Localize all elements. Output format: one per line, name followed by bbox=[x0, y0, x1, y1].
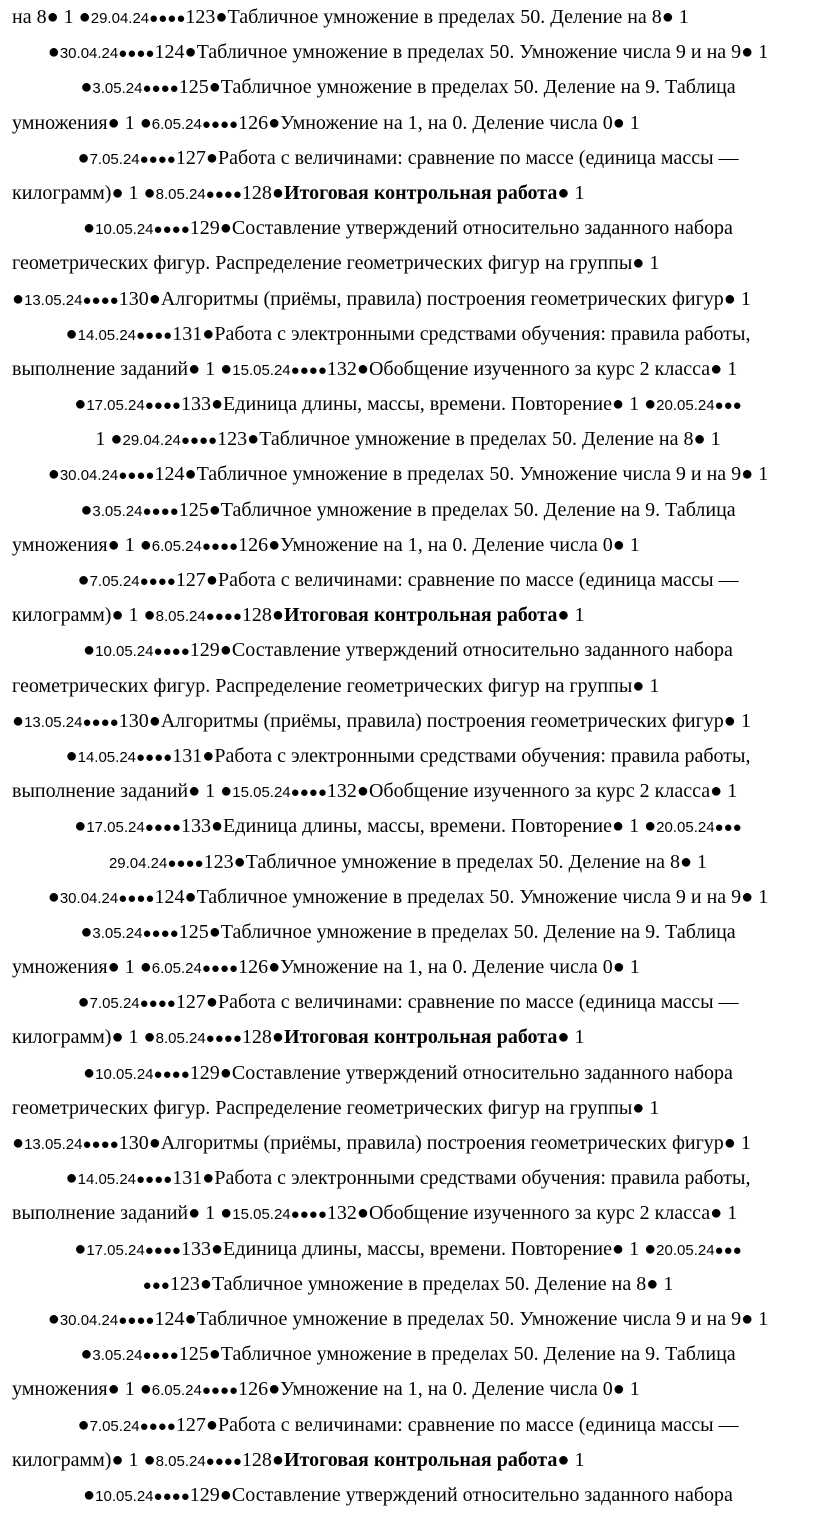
text-line bbox=[0, 106, 816, 141]
text-line bbox=[0, 317, 816, 352]
text-segment: килограмм)● 1 ● bbox=[12, 604, 156, 627]
text-line bbox=[0, 598, 816, 633]
text-line bbox=[0, 633, 816, 668]
text-segment: геометрических фигур. Распределение геометрических фигур на группы● 1 bbox=[12, 1096, 660, 1119]
date-text: 14.05.24●●●● bbox=[77, 1171, 173, 1189]
text-segment: 133●Единица длины, массы, времени. Повторение● 1 ● bbox=[180, 1237, 657, 1260]
text-segment: килограмм)● 1 ● bbox=[12, 1448, 156, 1471]
text-segment: 123●Табличное умножение в пределах 50. Деление на 8● 1 bbox=[217, 428, 721, 451]
text-segment: умножения● 1 ● bbox=[12, 533, 152, 556]
text-line bbox=[0, 1302, 816, 1337]
date-text: 20.05.24●●● bbox=[656, 1241, 742, 1259]
text-segment: 128● bbox=[241, 1448, 285, 1471]
text-segment: на 8● 1 ● bbox=[12, 6, 91, 28]
text-segment: ● bbox=[65, 1167, 78, 1190]
date-text: 7.05.24●●●● bbox=[89, 573, 176, 590]
text-line bbox=[0, 1478, 816, 1513]
text-segment: умножения● 1 ● bbox=[12, 956, 152, 979]
text-segment: ● bbox=[77, 569, 90, 591]
text-segment: 127●Работа с величинами: сравнение по массе (единица массы — bbox=[175, 991, 739, 1014]
text-segment: 125●Табличное умножение в пределах 50. Деление на 9. Таблица bbox=[178, 498, 736, 521]
date-text: 13.05.24●●●● bbox=[24, 291, 119, 309]
text-line bbox=[0, 1232, 816, 1267]
date-text: 29.04.24●●●● bbox=[90, 10, 186, 27]
text-segment: 124●Табличное умножение в пределах 50. Умножение числа 9 и на 9● 1 bbox=[154, 1307, 769, 1330]
text-segment: ● bbox=[83, 217, 96, 240]
text-line bbox=[0, 563, 816, 598]
text-segment: ● 1 bbox=[557, 1026, 585, 1049]
text-line bbox=[0, 141, 816, 176]
date-text: 7.05.24●●●● bbox=[89, 995, 176, 1013]
text-segment: 127●Работа с величинами: сравнение по массе (единица массы — bbox=[175, 569, 739, 591]
text-line bbox=[0, 985, 816, 1020]
date-text: 30.04.24●●●● bbox=[59, 1311, 155, 1329]
text-segment: выполнение заданий● 1 ● bbox=[12, 780, 233, 803]
text-segment: 1 ● bbox=[95, 428, 123, 451]
date-text: 6.05.24●●●● bbox=[151, 115, 239, 133]
text-line bbox=[0, 211, 816, 246]
text-segment: ● 1 bbox=[557, 181, 585, 204]
text-segment: 129●Составление утверждений относительно заданного набора bbox=[189, 1061, 733, 1084]
date-text: ●●● bbox=[142, 1276, 170, 1294]
text-segment: 129●Составление утверждений относительно заданного набора bbox=[189, 1483, 733, 1506]
text-segment: ● bbox=[74, 1237, 87, 1260]
date-text: 10.05.24●●●● bbox=[95, 1065, 190, 1083]
date-text: 3.05.24●●●● bbox=[92, 924, 179, 942]
text-line bbox=[0, 669, 816, 704]
date-text: 10.05.24●●●● bbox=[95, 1487, 190, 1505]
text-segment: умножения● 1 ● bbox=[12, 111, 152, 134]
text-segment: геометрических фигур. Распределение геометрических фигур на группы● 1 bbox=[12, 674, 660, 697]
text-segment: ● bbox=[47, 1307, 60, 1330]
text-segment: выполнение заданий● 1 ● bbox=[12, 357, 233, 380]
text-segment: 124●Табличное умножение в пределах 50. Умножение числа 9 и на 9● 1 bbox=[154, 885, 769, 908]
text-segment: 124●Табличное умножение в пределах 50. Умножение числа 9 и на 9● 1 bbox=[154, 463, 769, 486]
text-line bbox=[0, 1443, 816, 1478]
text-segment: ● 1 bbox=[557, 1448, 585, 1471]
text-line bbox=[0, 387, 816, 422]
date-text: 15.05.24●●●● bbox=[232, 784, 327, 802]
text-segment: 131●Работа с электронными средствами обучения: правила работы, bbox=[172, 744, 751, 767]
text-segment: 126●Умножение на 1, на 0. Деление числа 0● 1 bbox=[238, 111, 640, 134]
text-segment: ● bbox=[83, 1061, 96, 1084]
text-line bbox=[0, 1020, 816, 1055]
bold-text: Итоговая контрольная работа bbox=[284, 181, 558, 204]
text-segment: ● bbox=[12, 1132, 25, 1154]
text-segment: 128● bbox=[241, 181, 285, 204]
text-segment: килограмм)● 1 ● bbox=[12, 1026, 156, 1049]
date-text: 7.05.24●●●● bbox=[89, 150, 176, 168]
text-line bbox=[0, 1056, 816, 1091]
text-segment: 128● bbox=[241, 604, 285, 627]
date-text: 6.05.24●●●● bbox=[151, 1382, 239, 1400]
text-segment: ● bbox=[47, 41, 60, 64]
text-segment: 126●Умножение на 1, на 0. Деление числа 0● 1 bbox=[238, 1378, 640, 1401]
date-text: 30.04.24●●●● bbox=[59, 45, 155, 63]
text-line bbox=[0, 70, 816, 105]
text-segment: 127●Работа с величинами: сравнение по массе (единица массы — bbox=[175, 1413, 739, 1436]
text-segment: 126●Умножение на 1, на 0. Деление числа 0● 1 bbox=[238, 533, 640, 556]
text-segment: ● bbox=[47, 885, 60, 908]
text-line bbox=[0, 704, 816, 739]
text-line bbox=[0, 809, 816, 844]
text-segment: ● bbox=[80, 498, 93, 521]
text-segment: 125●Табличное умножение в пределах 50. Деление на 9. Таблица bbox=[178, 1343, 736, 1366]
text-segment: ● bbox=[77, 991, 90, 1014]
text-segment: умножения● 1 ● bbox=[12, 1378, 152, 1401]
text-line bbox=[0, 1408, 816, 1443]
text-line bbox=[0, 422, 816, 457]
date-text: 3.05.24●●●● bbox=[92, 1347, 179, 1365]
bold-text: Итоговая контрольная работа bbox=[284, 1448, 558, 1471]
text-segment: 123●Табличное умножение в пределах 50. Деление на 8● 1 bbox=[203, 850, 708, 873]
date-text: 15.05.24●●●● bbox=[232, 361, 327, 379]
text-segment: 129●Составление утверждений относительно заданного набора bbox=[189, 639, 733, 662]
text-line bbox=[0, 246, 816, 281]
text-segment: ● bbox=[12, 709, 25, 732]
text-segment: ● bbox=[80, 76, 93, 99]
text-line bbox=[0, 1267, 816, 1302]
text-segment: 127●Работа с величинами: сравнение по массе (единица массы — bbox=[175, 146, 739, 169]
text-segment: 130●Алгоритмы (приёмы, правила) построения геометрических фигур● 1 bbox=[118, 709, 751, 732]
text-line bbox=[0, 1161, 816, 1196]
date-text: 17.05.24●●●● bbox=[86, 1241, 181, 1259]
date-text: 6.05.24●●●● bbox=[151, 960, 239, 978]
text-segment: 123●Табличное умножение в пределах 50. Деление на 8● 1 bbox=[185, 6, 689, 28]
text-segment: ● bbox=[80, 1343, 93, 1366]
text-line bbox=[0, 352, 816, 387]
bold-text: Итоговая контрольная работа bbox=[284, 604, 558, 627]
text-segment: килограмм)● 1 ● bbox=[12, 181, 156, 204]
text-line bbox=[0, 915, 816, 950]
text-line bbox=[0, 493, 816, 528]
date-text: 6.05.24●●●● bbox=[151, 537, 239, 555]
text-segment: ● bbox=[83, 639, 96, 662]
text-segment: 126●Умножение на 1, на 0. Деление числа 0● 1 bbox=[238, 956, 640, 979]
text-line bbox=[0, 1091, 816, 1126]
date-text: 15.05.24●●●● bbox=[232, 1206, 327, 1224]
text-segment: 123●Табличное умножение в пределах 50. Деление на 8● 1 bbox=[169, 1272, 674, 1295]
text-line bbox=[0, 457, 816, 492]
text-segment: 128● bbox=[241, 1026, 285, 1049]
date-text: 8.05.24●●●● bbox=[155, 1452, 242, 1470]
text-segment: 125●Табличное умножение в пределах 50. Деление на 9. Таблица bbox=[178, 920, 736, 943]
text-line bbox=[0, 176, 816, 211]
text-line bbox=[0, 1126, 816, 1161]
date-text: 8.05.24●●●● bbox=[155, 608, 242, 626]
text-segment: 133●Единица длины, массы, времени. Повторение● 1 ● bbox=[180, 393, 657, 416]
text-line bbox=[0, 1196, 816, 1231]
text-line bbox=[0, 950, 816, 985]
text-segment: ● bbox=[80, 920, 93, 943]
date-text: 3.05.24●●●● bbox=[92, 502, 179, 520]
date-text: 14.05.24●●●● bbox=[77, 326, 173, 344]
text-segment: 132●Обобщение изученного за курс 2 класса● 1 bbox=[326, 357, 738, 380]
text-line bbox=[0, 282, 816, 317]
text-line bbox=[0, 774, 816, 809]
text-line bbox=[0, 528, 816, 563]
text-line bbox=[0, 1372, 816, 1407]
date-text: 13.05.24●●●● bbox=[24, 713, 119, 731]
text-segment: ● bbox=[74, 393, 87, 416]
date-text: 20.05.24●●● bbox=[656, 819, 742, 837]
text-segment: 133●Единица длины, массы, времени. Повторение● 1 ● bbox=[180, 815, 657, 838]
text-segment: 132●Обобщение изученного за курс 2 класса● 1 bbox=[326, 780, 738, 803]
date-text: 13.05.24●●●● bbox=[24, 1136, 119, 1153]
text-segment: ● bbox=[65, 322, 78, 345]
text-segment: 131●Работа с электронными средствами обучения: правила работы, bbox=[172, 1167, 751, 1190]
text-segment: 125●Табличное умножение в пределах 50. Деление на 9. Таблица bbox=[178, 76, 736, 99]
date-text: 30.04.24●●●● bbox=[59, 467, 155, 485]
text-segment: ● bbox=[77, 1413, 90, 1436]
text-line bbox=[0, 1337, 816, 1372]
date-text: 29.04.24●●●● bbox=[122, 432, 218, 450]
date-text: 8.05.24●●●● bbox=[155, 1030, 242, 1048]
text-segment: ● bbox=[74, 815, 87, 838]
text-segment: ● bbox=[12, 287, 25, 310]
text-segment: 124●Табличное умножение в пределах 50. Умножение числа 9 и на 9● 1 bbox=[154, 41, 769, 64]
text-segment: 130●Алгоритмы (приёмы, правила) построения геометрических фигур● 1 bbox=[118, 287, 751, 310]
text-segment: выполнение заданий● 1 ● bbox=[12, 1202, 233, 1225]
date-text: 7.05.24●●●● bbox=[89, 1417, 176, 1435]
date-text: 8.05.24●●●● bbox=[155, 185, 242, 203]
text-line bbox=[0, 845, 816, 880]
date-text: 29.04.24●●●● bbox=[108, 854, 204, 872]
text-segment: 132●Обобщение изученного за курс 2 класса● 1 bbox=[326, 1202, 738, 1225]
date-text: 20.05.24●●● bbox=[656, 397, 742, 415]
text-segment: ● 1 bbox=[557, 604, 585, 627]
date-text: 10.05.24●●●● bbox=[95, 643, 190, 661]
text-segment: ● bbox=[47, 463, 60, 486]
date-text: 3.05.24●●●● bbox=[92, 80, 179, 98]
date-text: 14.05.24●●●● bbox=[77, 748, 173, 766]
date-text: 17.05.24●●●● bbox=[86, 397, 181, 415]
text-segment: 131●Работа с электронными средствами обучения: правила работы, bbox=[172, 322, 751, 345]
text-line bbox=[0, 35, 816, 70]
text-line bbox=[0, 0, 816, 35]
text-segment: ● bbox=[77, 146, 90, 169]
text-line bbox=[0, 880, 816, 915]
text-segment: ● bbox=[65, 744, 78, 767]
date-text: 10.05.24●●●● bbox=[95, 221, 190, 239]
text-segment: ● bbox=[83, 1483, 96, 1506]
text-segment: геометрических фигур. Распределение геометрических фигур на группы● 1 bbox=[12, 252, 660, 275]
date-text: 30.04.24●●●● bbox=[59, 889, 155, 907]
text-segment: 129●Составление утверждений относительно заданного набора bbox=[189, 217, 733, 240]
text-segment: 130●Алгоритмы (приёмы, правила) построения геометрических фигур● 1 bbox=[118, 1132, 751, 1154]
text-line bbox=[0, 739, 816, 774]
date-text: 17.05.24●●●● bbox=[86, 819, 181, 837]
bold-text: Итоговая контрольная работа bbox=[284, 1026, 558, 1049]
